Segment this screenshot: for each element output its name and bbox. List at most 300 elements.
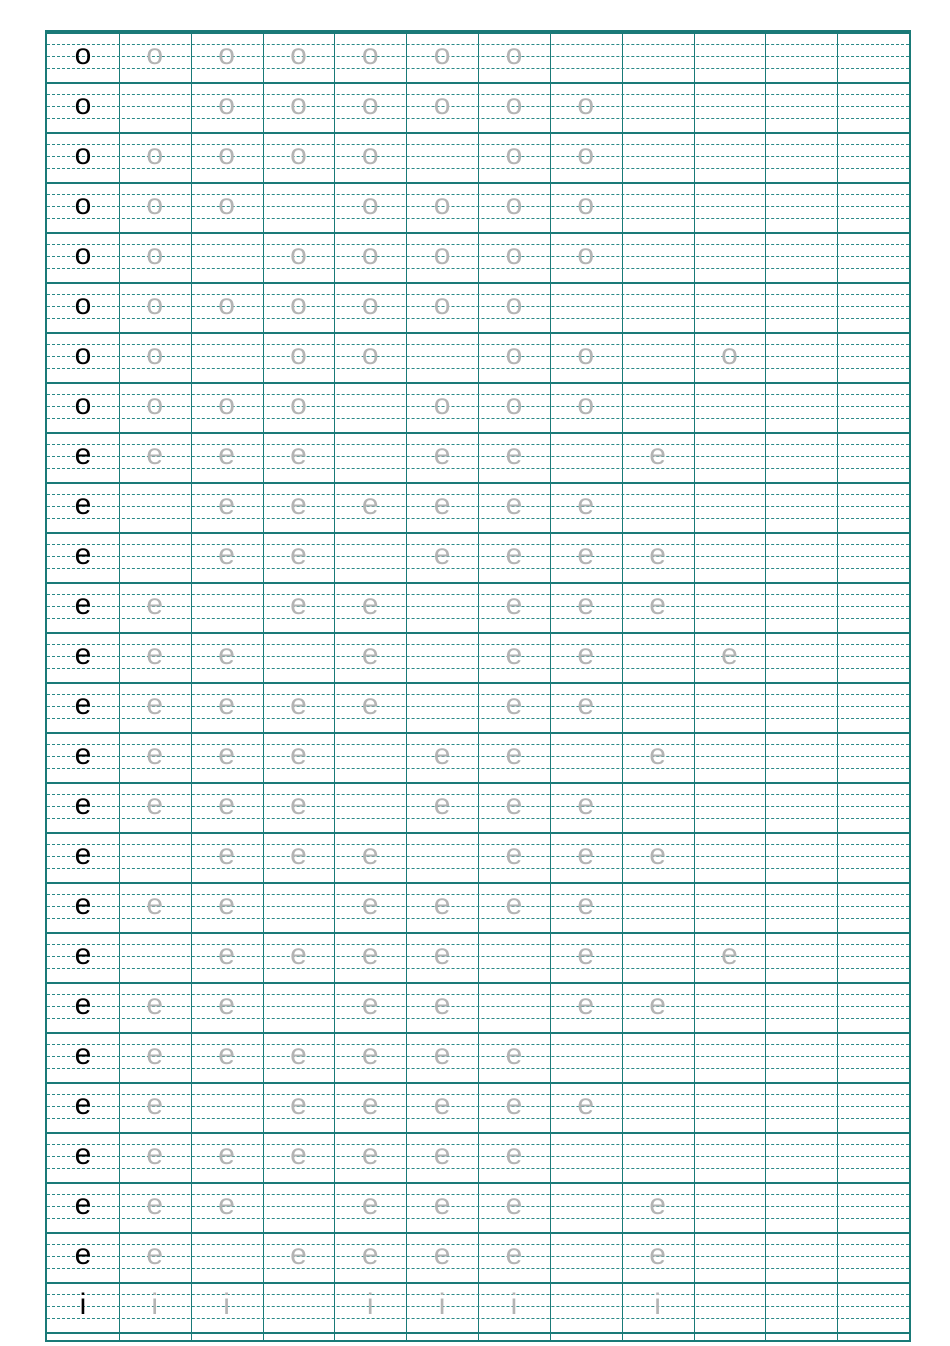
guide-line — [47, 244, 909, 245]
trace-letter: e — [290, 588, 307, 621]
trace-letter: o — [290, 38, 307, 71]
trace-letter: e — [505, 1188, 523, 1221]
guide-line — [47, 506, 909, 507]
guide-line — [47, 56, 909, 57]
trace-letter: e — [577, 538, 595, 571]
guide-line — [47, 694, 909, 695]
trace-letter: e — [577, 938, 595, 971]
practice-row — [47, 482, 909, 532]
trace-letter: o — [577, 388, 595, 421]
trace-letter: o — [505, 238, 523, 271]
row-top-line — [47, 282, 909, 284]
row-top-line — [47, 682, 909, 684]
practice-row — [47, 82, 909, 132]
row-top-line — [47, 932, 909, 934]
row-top-line — [47, 882, 909, 884]
guide-line — [47, 1094, 909, 1095]
model-letter: e — [74, 1238, 92, 1271]
trace-letter: i — [438, 1288, 446, 1321]
trace-letter: e — [505, 1138, 523, 1171]
trace-letter: e — [577, 788, 595, 821]
model-letter: e — [74, 1088, 92, 1121]
guide-line — [47, 1006, 909, 1007]
guide-line — [47, 344, 909, 345]
practice-row — [47, 332, 909, 382]
guide-line — [47, 1044, 909, 1045]
row-top-line — [47, 1232, 909, 1234]
trace-letter: o — [146, 338, 164, 371]
trace-letter: e — [361, 1188, 379, 1221]
model-letter: e — [74, 988, 92, 1021]
guide-line — [47, 368, 909, 369]
guide-line — [47, 568, 909, 569]
guide-line — [47, 644, 909, 645]
trace-letter: e — [433, 1088, 451, 1121]
guide-line — [47, 1194, 909, 1195]
guide-line — [47, 306, 909, 307]
trace-letter: e — [218, 988, 235, 1021]
trace-letter: o — [577, 88, 595, 121]
trace-letter: e — [649, 1188, 666, 1221]
practice-row — [47, 232, 909, 282]
trace-letter: e — [433, 738, 451, 771]
trace-letter: e — [577, 588, 595, 621]
row-top-line — [47, 32, 909, 34]
trace-letter: i — [510, 1288, 518, 1321]
trace-letter: e — [505, 838, 523, 871]
trace-letter: e — [505, 1238, 523, 1271]
trace-letter: o — [218, 38, 235, 71]
model-letter: e — [74, 1038, 92, 1071]
guide-line — [47, 756, 909, 757]
trace-letter: e — [577, 638, 595, 671]
trace-letter: e — [146, 1238, 164, 1271]
guide-line — [47, 1068, 909, 1069]
guide-line — [47, 444, 909, 445]
row-top-line — [47, 632, 909, 634]
guide-line — [47, 1306, 909, 1307]
trace-letter: o — [218, 388, 235, 421]
row-top-line — [47, 782, 909, 784]
practice-row — [47, 1182, 909, 1232]
trace-letter: e — [433, 1188, 451, 1221]
row-top-line — [47, 832, 909, 834]
trace-letter: o — [146, 238, 164, 271]
trace-letter: o — [290, 138, 307, 171]
row-top-line — [47, 332, 909, 334]
practice-row — [47, 1082, 909, 1132]
model-letter: o — [74, 138, 92, 171]
trace-letter: e — [577, 838, 595, 871]
practice-row — [47, 682, 909, 732]
trace-letter: o — [361, 188, 379, 221]
trace-letter: o — [361, 338, 379, 371]
trace-letter: o — [146, 38, 164, 71]
trace-letter: o — [146, 288, 164, 321]
guide-line — [47, 394, 909, 395]
trace-letter: e — [649, 838, 666, 871]
trace-letter: e — [505, 488, 523, 521]
trace-letter: e — [218, 1188, 235, 1221]
trace-letter: o — [218, 288, 235, 321]
guide-line — [47, 468, 909, 469]
guide-line — [47, 1106, 909, 1107]
guide-line — [47, 718, 909, 719]
model-letter: e — [74, 788, 92, 821]
row-top-line — [47, 532, 909, 534]
practice-row — [47, 882, 909, 932]
trace-letter: o — [577, 238, 595, 271]
guide-line — [47, 118, 909, 119]
trace-letter: e — [649, 588, 666, 621]
trace-letter: e — [505, 738, 523, 771]
trace-letter: o — [433, 238, 451, 271]
trace-letter: o — [433, 88, 451, 121]
trace-letter: e — [505, 788, 523, 821]
guide-line — [47, 1168, 909, 1169]
trace-letter: e — [361, 638, 379, 671]
practice-row — [47, 782, 909, 832]
guide-line — [47, 318, 909, 319]
trace-letter: o — [433, 38, 451, 71]
trace-letter: e — [649, 1238, 666, 1271]
row-top-line — [47, 82, 909, 84]
practice-row — [47, 32, 909, 82]
model-letter: o — [74, 288, 92, 321]
guide-line — [47, 544, 909, 545]
trace-letter: o — [505, 338, 523, 371]
trace-letter: o — [577, 338, 595, 371]
trace-letter: e — [146, 988, 164, 1021]
trace-letter: e — [146, 888, 164, 921]
guide-line — [47, 256, 909, 257]
trace-letter: o — [290, 388, 307, 421]
trace-letter: e — [361, 1138, 379, 1171]
trace-letter: e — [505, 688, 523, 721]
guide-line — [47, 918, 909, 919]
trace-letter: e — [146, 588, 164, 621]
guide-line — [47, 844, 909, 845]
row-top-line — [47, 1132, 909, 1134]
trace-letter: e — [290, 838, 307, 871]
guide-line — [47, 1218, 909, 1219]
guide-line — [47, 406, 909, 407]
row-top-line — [47, 432, 909, 434]
guide-line — [47, 906, 909, 907]
row-top-line — [47, 1282, 909, 1284]
trace-letter: o — [505, 288, 523, 321]
trace-letter: o — [433, 188, 451, 221]
trace-letter: o — [577, 188, 595, 221]
trace-letter: e — [146, 438, 164, 471]
guide-line — [47, 168, 909, 169]
trace-letter: e — [290, 538, 307, 571]
guide-line — [47, 556, 909, 557]
trace-letter: o — [218, 188, 235, 221]
guide-line — [47, 418, 909, 419]
guide-line — [47, 668, 909, 669]
guide-line — [47, 994, 909, 995]
row-top-line — [47, 982, 909, 984]
trace-letter: e — [146, 1038, 164, 1071]
guide-line — [47, 894, 909, 895]
trace-letter: e — [146, 738, 164, 771]
trace-letter: e — [505, 888, 523, 921]
guide-line — [47, 968, 909, 969]
trace-letter: e — [290, 438, 307, 471]
row-top-line — [47, 482, 909, 484]
guide-line — [47, 1318, 909, 1319]
trace-letter: o — [218, 138, 235, 171]
guide-line — [47, 944, 909, 945]
trace-letter: e — [433, 1038, 451, 1071]
guide-line — [47, 868, 909, 869]
trace-letter: o — [721, 338, 738, 371]
guide-line — [47, 494, 909, 495]
trace-letter: e — [649, 738, 666, 771]
trace-letter: e — [505, 588, 523, 621]
trace-letter: e — [577, 888, 595, 921]
guide-line — [47, 1118, 909, 1119]
practice-row — [47, 532, 909, 582]
trace-letter: e — [505, 638, 523, 671]
trace-letter: e — [433, 888, 451, 921]
grid-bottom-line — [47, 1332, 909, 1334]
practice-row — [47, 1282, 909, 1332]
practice-row — [47, 582, 909, 632]
trace-letter: e — [218, 838, 235, 871]
guide-line — [47, 194, 909, 195]
trace-letter: e — [433, 788, 451, 821]
model-letter: o — [74, 38, 92, 71]
trace-letter: e — [361, 988, 379, 1021]
guide-line — [47, 768, 909, 769]
trace-letter: e — [361, 888, 379, 921]
row-top-line — [47, 1182, 909, 1184]
row-top-line — [47, 132, 909, 134]
model-letter: o — [74, 188, 92, 221]
guide-line — [47, 956, 909, 957]
practice-row — [47, 382, 909, 432]
row-top-line — [47, 1032, 909, 1034]
trace-letter: e — [146, 638, 164, 671]
trace-letter: e — [361, 938, 379, 971]
trace-letter: e — [361, 1038, 379, 1071]
row-top-line — [47, 1082, 909, 1084]
trace-letter: e — [649, 538, 666, 571]
model-letter: e — [74, 438, 92, 471]
trace-letter: e — [721, 638, 738, 671]
trace-letter: e — [433, 438, 451, 471]
trace-letter: e — [290, 488, 307, 521]
trace-letter: e — [577, 1088, 595, 1121]
trace-letter: e — [433, 488, 451, 521]
trace-letter: e — [218, 1138, 235, 1171]
practice-row — [47, 132, 909, 182]
trace-letter: o — [290, 238, 307, 271]
guide-line — [47, 1206, 909, 1207]
trace-letter: e — [433, 1238, 451, 1271]
trace-letter: o — [433, 388, 451, 421]
model-letter: o — [74, 88, 92, 121]
guide-line — [47, 818, 909, 819]
row-top-line — [47, 732, 909, 734]
trace-letter: i — [654, 1288, 661, 1321]
trace-letter: e — [433, 988, 451, 1021]
trace-letter: e — [218, 738, 235, 771]
trace-letter: e — [361, 1088, 379, 1121]
trace-letter: e — [218, 438, 235, 471]
guide-line — [47, 806, 909, 807]
guide-line — [47, 1294, 909, 1295]
trace-letter: e — [577, 988, 595, 1021]
practice-row — [47, 1232, 909, 1282]
trace-letter: e — [218, 538, 235, 571]
practice-row — [47, 432, 909, 482]
model-letter: e — [74, 588, 92, 621]
trace-letter: e — [146, 1188, 164, 1221]
trace-letter: e — [218, 938, 235, 971]
model-letter: e — [74, 888, 92, 921]
model-letter: e — [74, 538, 92, 571]
model-letter: e — [74, 738, 92, 771]
trace-letter: o — [505, 88, 523, 121]
guide-line — [47, 594, 909, 595]
trace-letter: e — [361, 1238, 379, 1271]
practice-row — [47, 632, 909, 682]
guide-line — [47, 106, 909, 107]
trace-letter: o — [505, 388, 523, 421]
guide-line — [47, 1244, 909, 1245]
guide-line — [47, 518, 909, 519]
trace-letter: e — [433, 538, 451, 571]
practice-row — [47, 182, 909, 232]
trace-letter: e — [146, 688, 164, 721]
model-letter: e — [74, 838, 92, 871]
row-top-line — [47, 582, 909, 584]
trace-letter: e — [721, 938, 738, 971]
trace-letter: e — [290, 788, 307, 821]
trace-letter: o — [361, 138, 379, 171]
trace-letter: e — [577, 488, 595, 521]
model-letter: e — [74, 688, 92, 721]
model-letter: e — [74, 1138, 92, 1171]
trace-letter: e — [218, 1038, 235, 1071]
trace-letter: i — [366, 1288, 374, 1321]
trace-letter: e — [505, 538, 523, 571]
model-letter: o — [74, 388, 92, 421]
trace-letter: i — [223, 1288, 230, 1321]
trace-letter: e — [218, 888, 235, 921]
trace-letter: e — [649, 438, 666, 471]
trace-letter: o — [290, 338, 307, 371]
guide-line — [47, 1268, 909, 1269]
practice-row — [47, 732, 909, 782]
model-letter: e — [74, 488, 92, 521]
trace-letter: o — [361, 38, 379, 71]
trace-letter: o — [290, 288, 307, 321]
trace-letter: e — [290, 1038, 307, 1071]
guide-line — [47, 94, 909, 95]
trace-letter: o — [361, 88, 379, 121]
practice-row — [47, 1132, 909, 1182]
trace-letter: e — [433, 1138, 451, 1171]
guide-line — [47, 156, 909, 157]
trace-letter: i — [151, 1288, 159, 1321]
trace-letter: e — [505, 438, 523, 471]
guide-line — [47, 68, 909, 69]
model-letter: o — [74, 338, 92, 371]
trace-letter: o — [290, 88, 307, 121]
trace-letter: o — [577, 138, 595, 171]
guide-line — [47, 794, 909, 795]
row-top-line — [47, 232, 909, 234]
trace-letter: o — [505, 188, 523, 221]
model-letter: e — [74, 1188, 92, 1221]
guide-line — [47, 1018, 909, 1019]
guide-line — [47, 1256, 909, 1257]
trace-letter: e — [290, 1088, 307, 1121]
trace-letter: e — [218, 638, 235, 671]
guide-line — [47, 206, 909, 207]
trace-letter: o — [146, 388, 164, 421]
model-letter: o — [74, 238, 92, 271]
trace-letter: e — [218, 488, 235, 521]
guide-line — [47, 1056, 909, 1057]
guide-line — [47, 356, 909, 357]
trace-letter: e — [290, 1138, 307, 1171]
practice-row — [47, 1032, 909, 1082]
guide-line — [47, 656, 909, 657]
guide-line — [47, 294, 909, 295]
trace-letter: e — [146, 788, 164, 821]
guide-line — [47, 744, 909, 745]
practice-row — [47, 982, 909, 1032]
trace-letter: o — [433, 288, 451, 321]
practice-row — [47, 832, 909, 882]
row-top-line — [47, 382, 909, 384]
trace-letter: e — [361, 588, 379, 621]
guide-line — [47, 606, 909, 607]
practice-row — [47, 282, 909, 332]
trace-letter: e — [290, 688, 307, 721]
trace-letter: e — [290, 738, 307, 771]
practice-row — [47, 932, 909, 982]
trace-letter: e — [361, 688, 379, 721]
guide-line — [47, 1156, 909, 1157]
guide-line — [47, 618, 909, 619]
model-letter: e — [74, 638, 92, 671]
trace-letter: e — [218, 688, 235, 721]
trace-letter: e — [146, 1138, 164, 1171]
trace-letter: e — [361, 838, 379, 871]
trace-letter: e — [218, 788, 235, 821]
guide-line — [47, 456, 909, 457]
trace-letter: o — [146, 138, 164, 171]
trace-letter: o — [505, 38, 523, 71]
trace-letter: e — [361, 488, 379, 521]
row-top-line — [47, 182, 909, 184]
model-letter: e — [74, 938, 92, 971]
guide-line — [47, 1144, 909, 1145]
trace-letter: e — [649, 988, 666, 1021]
trace-letter: o — [218, 88, 235, 121]
trace-letter: e — [505, 1088, 523, 1121]
trace-letter: e — [290, 938, 307, 971]
trace-letter: e — [505, 1038, 523, 1071]
trace-letter: e — [290, 1238, 307, 1271]
guide-line — [47, 856, 909, 857]
